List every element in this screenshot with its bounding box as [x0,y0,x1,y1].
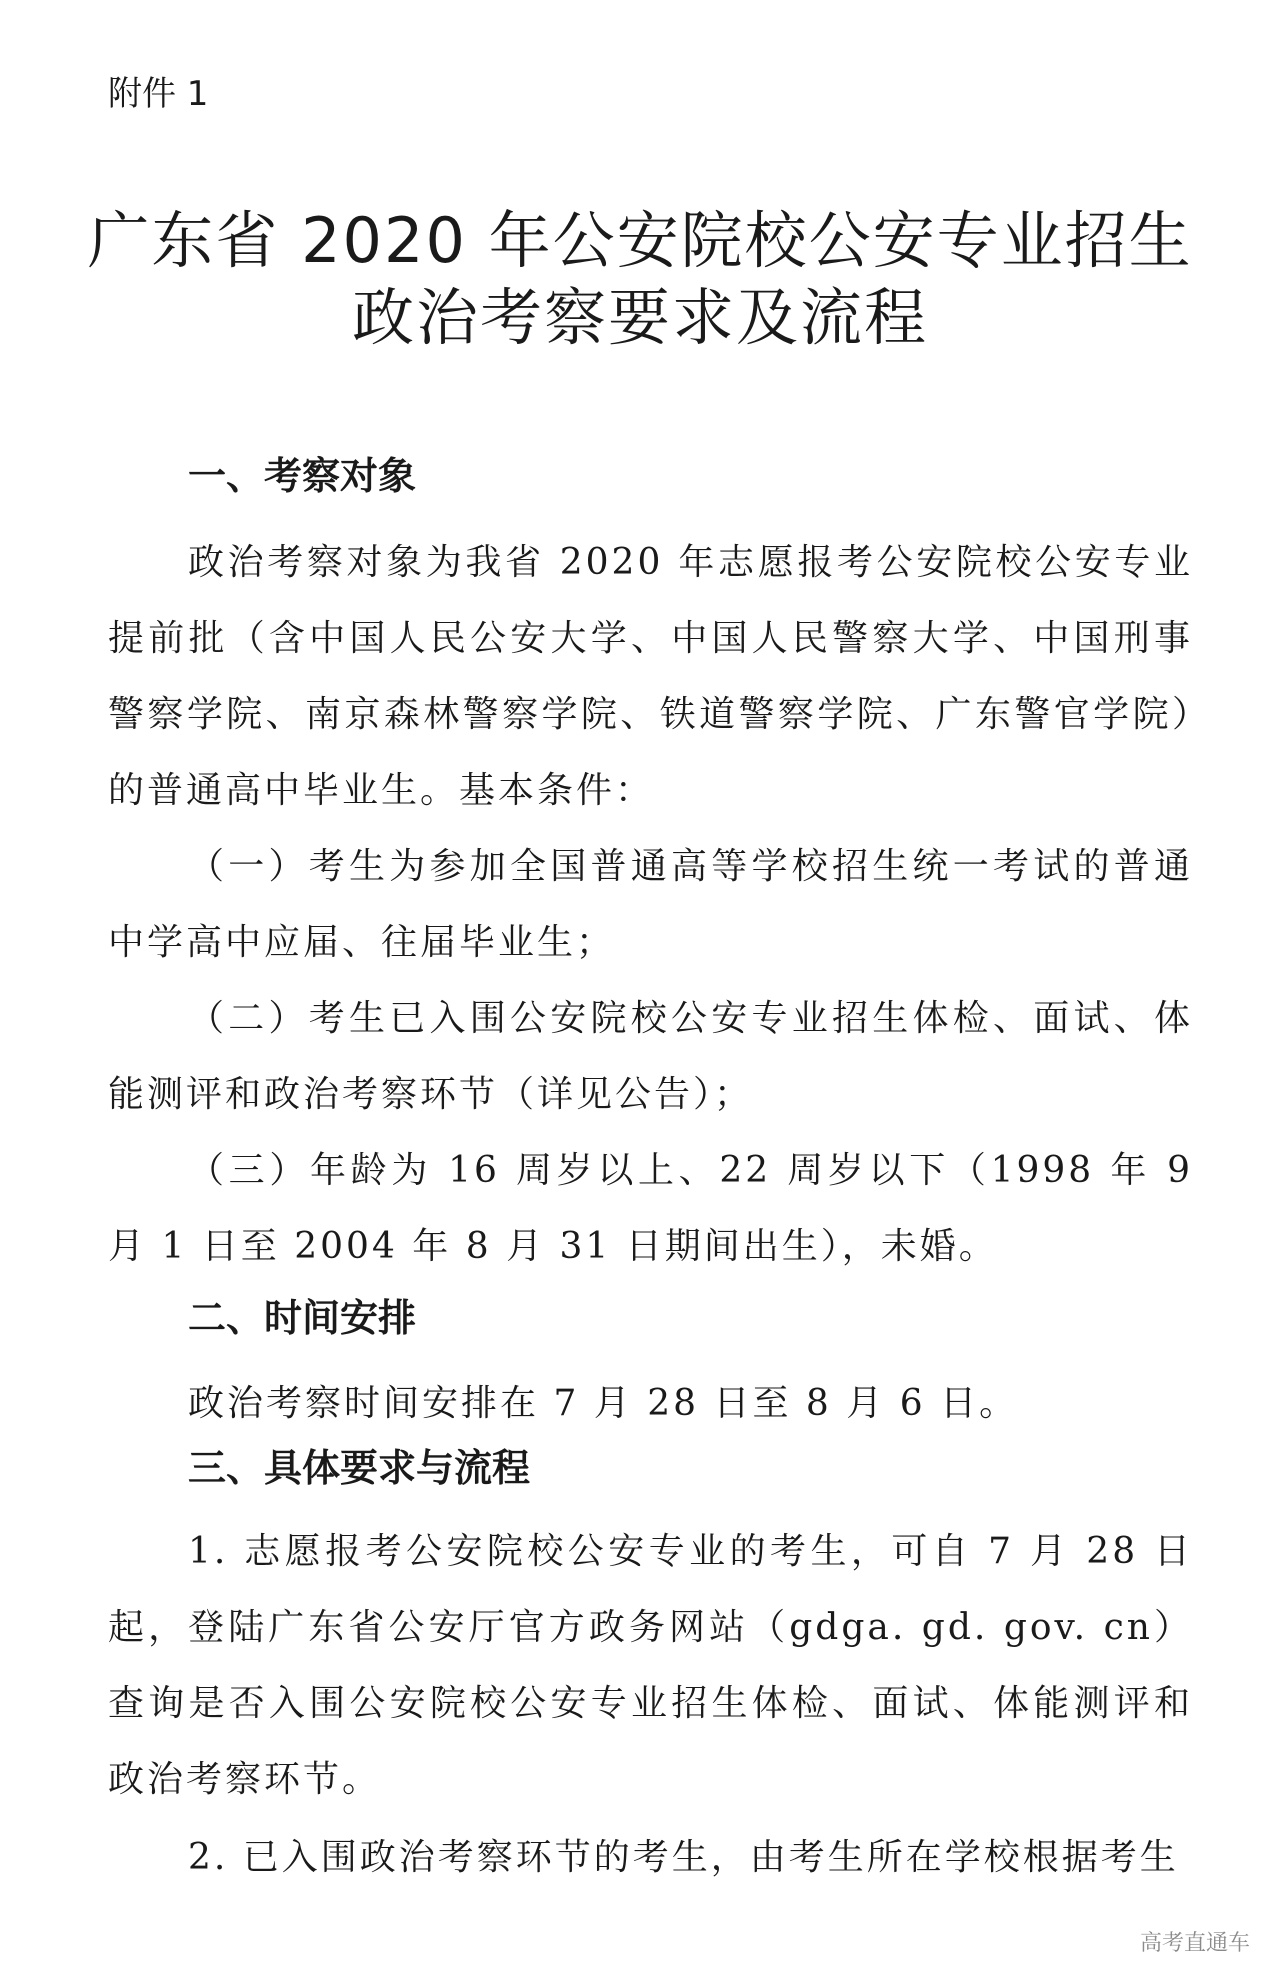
section2-text: 政治考察时间安排在 7 月 28 日至 8 月 6 日。 [188,1383,1019,1424]
condition-1: （一）考生为参加全国普通高等学校招生统一考试的普通中学高中应届、往届毕业生； [108,846,1193,963]
watermark: 高考直通车 [1139,1931,1250,1956]
condition-3: （三）年龄为 16 周岁以上、22 周岁以下（1998 年 9 月 1 日至 2004 年 8 月 31 日期间出生），未婚。 [108,1150,1193,1267]
section2-heading: 二、时间安排 [188,1296,417,1340]
document-title-line2: 政治考察要求及流程 [351,281,928,354]
document-title-line1: 广东省 2020 年公安院校公安专业招生 [87,204,1193,277]
condition-2: （二）考生已入围公安院校公安专业招生体检、面试、体能测评和政治考察环节（详见公告）； [108,998,1193,1115]
step-1: 1. 志愿报考公安院校公安专业的考生，可自 7 月 28 日起，登陆广东省公安厅官方政务网站（gdga. gd. gov. cn）查询是否入围公安院校公安专业招生体检、面试、体能测评和政治考察环节。 [108,1531,1193,1800]
attachment-label: 附件 1 [108,74,209,114]
step-2: 2. 已入围政治考察环节的考生，由考生所在学校根据考生 [188,1837,1179,1878]
section1-heading: 一、考察对象 [188,454,417,498]
section1-intro: 政治考察对象为我省 2020 年志愿报考公安院校公安专业提前批（含中国人民公安大学、中国人民警察大学、中国刑事警察学院、南京森林警察学院、铁道警察学院、广东警官学院）的普通高中毕业生。基本条件： [108,542,1193,811]
section3-heading: 三、具体要求与流程 [188,1446,531,1490]
